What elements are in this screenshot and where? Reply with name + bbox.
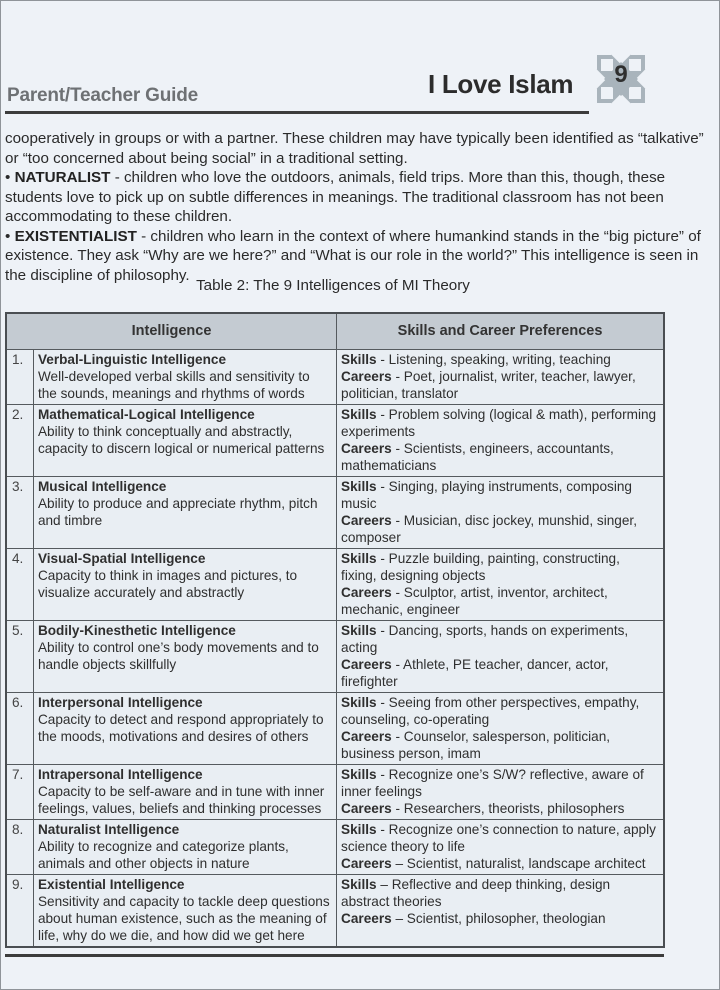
careers-label: Careers <box>341 513 392 528</box>
row-number: 9. <box>6 875 33 948</box>
skills-line <box>341 694 659 728</box>
careers-label: Careers <box>341 441 392 456</box>
intro-text <box>5 129 711 285</box>
page-number: 9 <box>614 61 628 88</box>
skills-careers-cell <box>337 621 664 693</box>
careers-text: - Scientists, engineers, accountants, mathematicians <box>341 441 614 473</box>
careers-label: Careers <box>341 369 392 384</box>
careers-label: Careers <box>341 729 392 744</box>
page-number-badge <box>581 39 661 119</box>
skills-label: Skills <box>341 352 377 367</box>
header-skills-careers: Skills and Career Preferences <box>337 313 664 350</box>
intro-term: EXISTENTIALIST <box>14 227 137 245</box>
careers-label: Careers <box>341 911 392 926</box>
skills-label: Skills <box>341 551 377 566</box>
skills-careers-cell <box>337 405 664 477</box>
table-caption: Table 2: The 9 Intelligences of MI Theory <box>196 277 470 294</box>
intelligence-cell <box>33 405 336 477</box>
intelligence-name: Visual-Spatial Intelligence <box>37 551 206 566</box>
skills-text: - Recognize one’s connection to nature, apply science theory to life <box>341 822 656 854</box>
row-number: 4. <box>6 549 33 621</box>
careers-text: – Scientist, naturalist, landscape architect <box>391 856 646 871</box>
skills-label: Skills <box>341 479 377 494</box>
careers-label: Careers <box>341 801 392 816</box>
table-row <box>6 875 664 948</box>
book-title: I Love Islam <box>428 69 574 99</box>
intro-item-text: - children who learn in the context of where humankind stands in the “big picture” of existence. They ask “Why are we here?” and “What is our role in the world?” This intelligence is seen in the discipline of philosophy. <box>5 227 701 284</box>
row-number: 1. <box>6 350 33 405</box>
careers-text: - Counselor, salesperson, politician, business person, imam <box>341 729 611 761</box>
intro-item-naturalist <box>5 168 711 227</box>
footer-rule <box>5 954 664 957</box>
skills-careers-cell <box>337 693 664 765</box>
intro-item-text: - children who love the outdoors, animals, field trips. More than this, though, these students love to pick up on subtle differences in meanings. The traditional classroom has not been accommodating to these children. <box>5 169 666 225</box>
intelligence-description: Capacity to think in images and pictures, to visualize accurately and abstractly <box>37 568 298 600</box>
intelligence-cell <box>33 477 336 549</box>
row-number: 2. <box>6 405 33 477</box>
skills-line <box>341 766 659 800</box>
row-number: 5. <box>6 621 33 693</box>
skills-text: - Problem solving (logical & math), performing experiments <box>341 407 657 439</box>
skills-text: - Listening, speaking, writing, teaching <box>376 352 611 367</box>
table-row <box>6 820 664 875</box>
skills-label: Skills <box>341 822 377 837</box>
skills-label: Skills <box>341 623 377 638</box>
skills-label: Skills <box>341 407 377 422</box>
intro-term: NATURALIST <box>14 169 111 186</box>
careers-line <box>341 368 659 402</box>
skills-line <box>341 351 659 368</box>
careers-text: - Athlete, PE teacher, dancer, actor, firefighter <box>341 657 609 689</box>
row-number: 8. <box>6 820 33 875</box>
intelligence-description: Capacity to be self-aware and in tune with inner feelings, values, beliefs and thinking processes <box>37 784 325 816</box>
careers-line <box>341 728 659 762</box>
intelligences-table <box>5 312 665 948</box>
skills-label: Skills <box>341 877 377 892</box>
careers-line <box>341 800 659 817</box>
careers-line <box>341 512 659 546</box>
intelligence-cell <box>33 875 336 948</box>
intelligence-name: Existential Intelligence <box>37 877 185 892</box>
intelligence-cell <box>33 350 336 405</box>
table-row <box>6 549 664 621</box>
skills-text: - Recognize one’s S/W? reflective, aware of inner feelings <box>341 767 644 799</box>
skills-line <box>341 550 659 584</box>
skills-label: Skills <box>341 767 377 782</box>
intelligence-name: Musical Intelligence <box>37 479 167 494</box>
intelligence-description: Well-developed verbal skills and sensitivity to the sounds, meanings and rhythms of words <box>37 369 310 401</box>
careers-text: - Poet, journalist, writer, teacher, lawyer, politician, translator <box>341 369 636 401</box>
careers-text: - Researchers, theorists, philosophers <box>391 801 625 816</box>
skills-careers-cell <box>337 477 664 549</box>
intelligence-cell <box>33 549 336 621</box>
row-number: 3. <box>6 477 33 549</box>
careers-line <box>341 910 659 927</box>
skills-text: - Seeing from other perspectives, empathy, counseling, co-operating <box>341 695 640 727</box>
intelligence-description: Ability to control one’s body movements and to handle objects skillfully <box>37 640 319 672</box>
intelligence-cell <box>33 621 336 693</box>
intelligence-cell <box>33 693 336 765</box>
table-header-row <box>6 313 664 350</box>
careers-label: Careers <box>341 856 392 871</box>
skills-line <box>341 622 659 656</box>
intelligence-name: Mathematical-Logical Intelligence <box>37 407 255 422</box>
careers-text: - Musician, disc jockey, munshid, singer, composer <box>341 513 637 545</box>
intelligence-description: Ability to recognize and categorize plants, animals and other objects in nature <box>37 839 289 871</box>
bullet: • <box>5 227 11 245</box>
table-row <box>6 350 664 405</box>
skills-careers-cell <box>337 820 664 875</box>
intelligence-cell <box>33 820 336 875</box>
careers-line <box>341 855 659 872</box>
table-row <box>6 477 664 549</box>
intelligence-description: Sensitivity and capacity to tackle deep questions about human existence, such as the meaning of life, why do we die, and how did we get here <box>37 894 330 943</box>
skills-text: - Dancing, sports, hands on experiments, acting <box>341 623 629 655</box>
careers-text: - Sculptor, artist, inventor, architect, mechanic, engineer <box>341 585 608 617</box>
skills-label: Skills <box>341 695 377 710</box>
table-row <box>6 693 664 765</box>
row-number: 6. <box>6 693 33 765</box>
careers-line <box>341 440 659 474</box>
header-intelligence: Intelligence <box>6 313 337 350</box>
intelligence-name: Naturalist Intelligence <box>37 822 180 837</box>
skills-text: – Reflective and deep thinking, design abstract theories <box>341 877 611 909</box>
skills-careers-cell <box>337 350 664 405</box>
intro-continuation: cooperatively in groups or with a partner. These children may have typically been identified as “talkative” or “too concerned about being social” in a traditional setting. <box>5 130 704 167</box>
skills-careers-cell <box>337 765 664 820</box>
intelligence-cell <box>33 765 336 820</box>
intelligence-name: Bodily-Kinesthetic Intelligence <box>37 623 236 638</box>
table-row <box>6 765 664 820</box>
skills-careers-cell <box>337 875 664 948</box>
header-rule <box>5 111 589 114</box>
guide-title: Parent/Teacher Guide <box>7 85 198 106</box>
bullet: • <box>5 169 11 186</box>
careers-label: Careers <box>341 657 392 672</box>
skills-text: - Singing, playing instruments, composing music <box>341 479 632 511</box>
skills-careers-cell <box>337 549 664 621</box>
table-row <box>6 621 664 693</box>
careers-line <box>341 584 659 618</box>
careers-label: Careers <box>341 585 392 600</box>
intelligence-description: Ability to think conceptually and abstractly, capacity to discern logical or numerical patterns <box>37 424 325 456</box>
careers-line <box>341 656 659 690</box>
skills-line <box>341 876 659 910</box>
intelligence-name: Intrapersonal Intelligence <box>37 767 203 782</box>
intelligence-description: Ability to produce and appreciate rhythm, pitch and timbre <box>37 496 318 528</box>
intelligence-name: Interpersonal Intelligence <box>37 695 203 710</box>
skills-line <box>341 821 659 855</box>
skills-line <box>341 478 659 512</box>
skills-line <box>341 406 659 440</box>
intelligence-description: Capacity to detect and respond appropriately to the moods, motivations and desires of others <box>37 712 324 744</box>
row-number: 7. <box>6 765 33 820</box>
table-row <box>6 405 664 477</box>
intelligence-name: Verbal-Linguistic Intelligence <box>37 352 227 367</box>
table-body <box>6 350 664 948</box>
skills-text: - Puzzle building, painting, constructing, fixing, designing objects <box>341 551 620 583</box>
careers-text: – Scientist, philosopher, theologian <box>391 911 606 926</box>
